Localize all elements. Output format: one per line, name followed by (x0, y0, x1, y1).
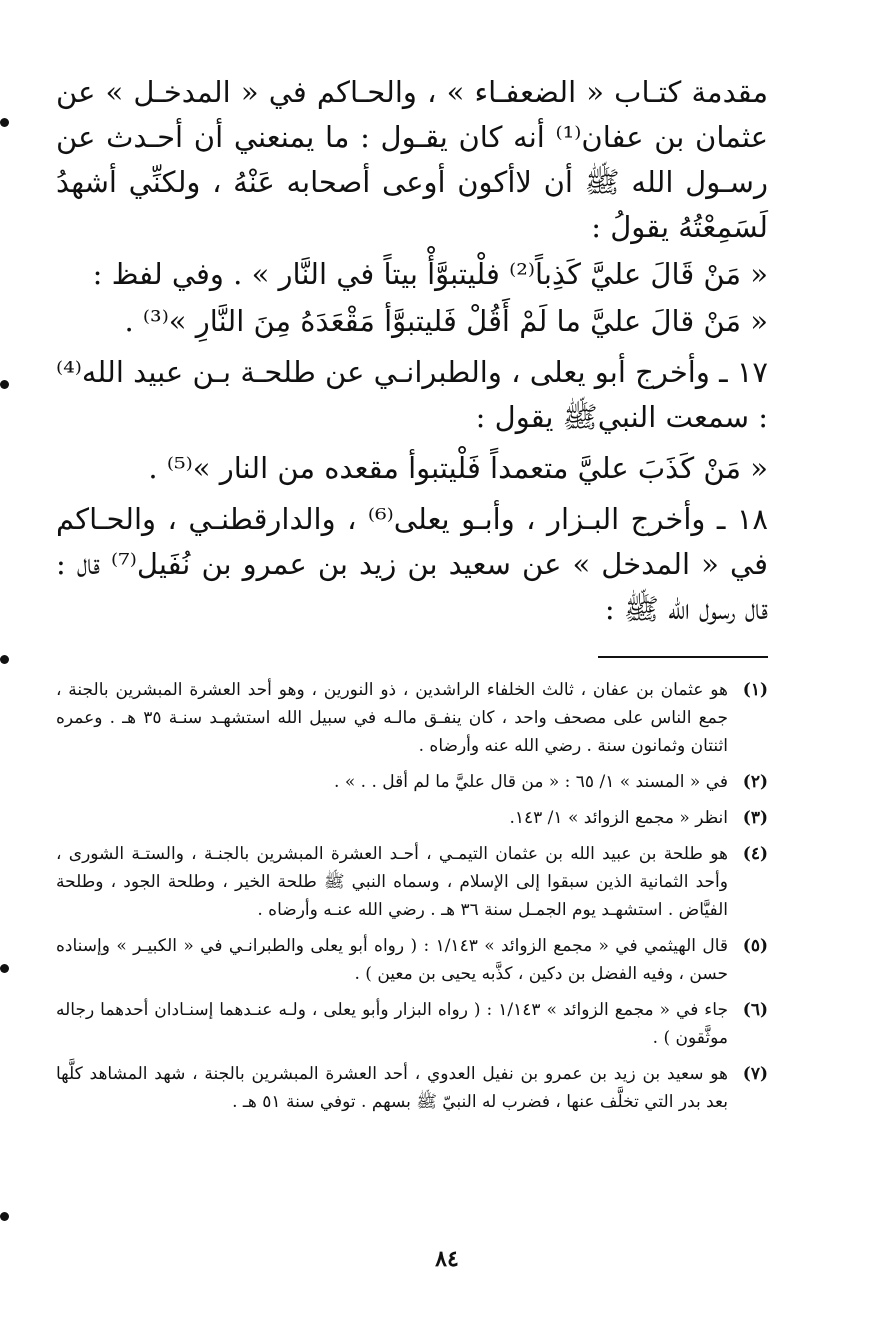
footnote-divider (598, 656, 768, 658)
footnote-number: (٦) (742, 1000, 768, 1020)
margin-mark (0, 380, 9, 389)
footnote-number: (٤) (742, 844, 768, 864)
footnote (56, 676, 768, 760)
footnote-text: هو طلحة بن عبيد الله بن عثمان التيمـي ، أحـد العشرة المبشرين بالجنـة ، والستـة الشورى ، وأحد الثمانية الذين سبقوا إلى الإسلام ، وسماه النبي ﷺ طلحة الخير ، وطلحة الجود ، وطلحة الفيَّاض . استشهـد يوم الجمـل سنة ٣٦ هـ . رضي الله عنـه وأرضاه . (56, 844, 728, 920)
footnote-text: هو عثمان بن عفان ، ثالث الخلفاء الراشدين ، ذو النورين ، وهو أحد العشرة المبشرين بالجنة ، جمع الناس على مصحف واحد ، كان ينفـق مالـه في سبيل الله استشهـد سنـة ٣٥ هـ . وعمره اثنتان وثمانون سنة . رضي الله عنه وأرضاه . (56, 680, 728, 756)
footnote (56, 840, 768, 924)
footnote (56, 768, 768, 796)
margin-mark (0, 655, 9, 664)
hadith-quote: « مَنْ قَالَ عليَّ كَذِباً⁽²⁾ فلْيتبوَّأْ بيتاً في النَّار » . وفي لفظ : (92, 257, 768, 291)
page-number: ٨٤ (435, 1246, 459, 1272)
paragraph: مقدمة كتـاب « الضعفـاء » ، والحـاكم في « المدخـل » عن عثمان بن عفان⁽¹⁾ أنه كان يقـول : ما يمنعني أن أحـدث عن رسـول الله ﷺ أن لاأكون أوعى أصحابه عَنْهُ ، ولكنِّي أشهدُ لَسَمِعْتُهُ يقولُ : (56, 75, 768, 244)
footnote-text: في « المسند » ١/ ٦٥ : « من قال عليَّ ما لم أقل . . » . (334, 772, 728, 792)
margin-mark (0, 118, 9, 127)
footnote (56, 1060, 768, 1116)
footnote (56, 996, 768, 1052)
footnote-number: (٢) (742, 772, 768, 792)
footnote-number: (١) (742, 680, 768, 700)
margin-mark (0, 1212, 9, 1221)
footnote-text: هو سعيد بن زيد بن عمرو بن نفيل العدوي ، أحد العشرة المبشرين بالجنة ، شهد المشاهد كلَّها بعد بدر التي تخلَّف عنها ، فضرب له النبيّ ﷺ بسهم . توفي سنة ٥١ هـ . (56, 1064, 728, 1112)
footnote-text: جاء في « مجمع الزوائد » ١/١٤٣ : ( رواه البزار وأبو يعلى ، ولـه عنـدهما إسنـادان أحدهما رجاله موثَّقون ) . (56, 1000, 728, 1048)
footnote-text: قال الهيثمي في « مجمع الزوائد » ١/١٤٣ : ( رواه أبو يعلى والطبرانـي في « الكبيـر » وإسناده حسن ، وفيه الفضل بن دكين ، كذَّبه يحيى بن معين ) . (56, 936, 728, 984)
footnote (56, 804, 768, 832)
hadith-quote: « مَنْ كَذَبَ عليَّ متعمداً فَلْيتبوأ مقعده من النار »⁽⁵⁾ . (148, 451, 768, 485)
footnotes (56, 676, 768, 1116)
numbered-paragraph: ١٧ ـ وأخرج أبو يعلى ، والطبرانـي عن طلحـة بـن عبيد الله⁽⁴⁾ : سمعت النبيﷺ يقول : (56, 355, 768, 434)
hadith-quote: « مَنْ قالَ عليَّ ما لَمْ أَقُلْ فَليتبوَّأ مَقْعَدَهُ مِنَ النَّارِ »⁽³⁾ . (124, 304, 768, 338)
footnote (56, 932, 768, 988)
main-text (56, 70, 768, 632)
page-content (56, 70, 768, 1124)
footnote-number: (٥) (742, 936, 768, 956)
footnote-number: (٣) (742, 808, 768, 828)
numbered-paragraph: ١٨ ـ وأخرج البـزار ، وأبـو يعلى⁽⁶⁾ ، والدارقطنـي ، والحـاكم في « المدخل » عن سعيد بن زيد بن عمرو بن نُفَيل⁽⁷⁾ قال : قال رسول الله ﷺ : (56, 502, 768, 626)
footnote-text: انظر « مجمع الزوائد » ١/ ١٤٣. (509, 808, 728, 828)
footnote-number: (٧) (742, 1064, 768, 1084)
margin-mark (0, 964, 9, 973)
